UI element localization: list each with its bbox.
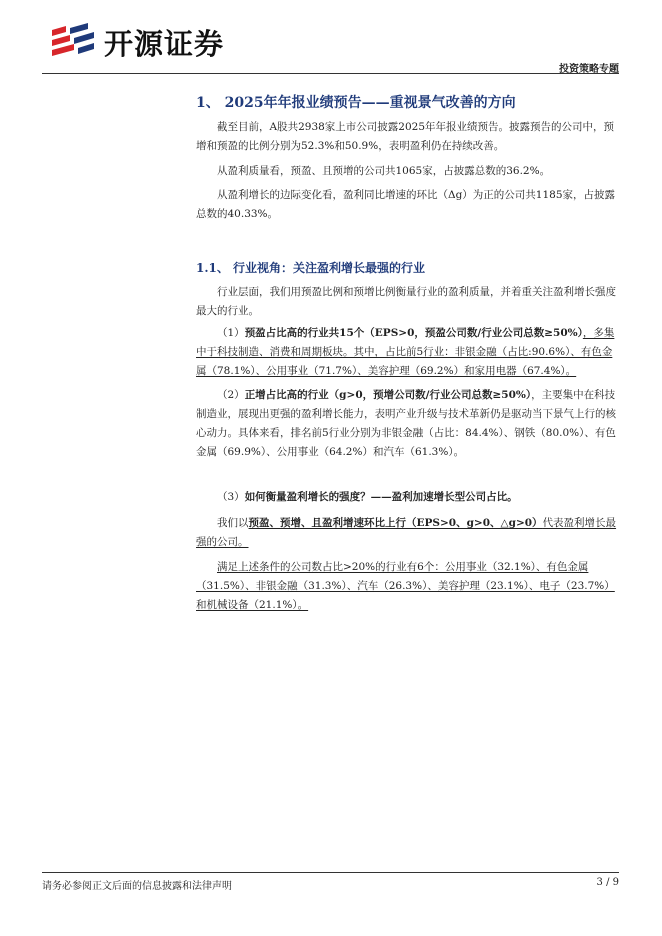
company-logo (48, 22, 224, 62)
item-1-heading: 预盈占比高的行业共15个（EPS>0，预盈公司数/行业公司总数≥50%） (244, 327, 583, 339)
logo-mark-icon (48, 22, 98, 62)
footer-disclaimer: 请务必参阅正文后面的信息披露和法律声明 (42, 881, 232, 892)
definition-criteria: 预盈、预增、且盈利增速环比上行（EPS>0、g>0、△g>0） (248, 517, 543, 529)
item-2-body: ，主要集中在科技制造业，展现出更强的盈利增长能力，表明产业升级与技术革新仍是驱动当下景气上行的核心动力。具体来看，排名前5行业分别为非银金融（占比：84.4%）、钢铁（80.0%）、有色金属（69.9%）、公用事业（64.2%）和汽车（61.3%）。 (196, 389, 616, 458)
definition-suffix: 代表盈利增长最强的公司。 (196, 517, 617, 548)
item-3-marker: （3） (217, 491, 245, 503)
section-1-paragraph-3: 从盈利增长的边际变化看，盈利同比增速的环比（Δg）为正的公司共1185家，占披露总数的40.33%。 (196, 189, 616, 220)
footer-divider (42, 872, 619, 873)
page-number: 3 / 9 (596, 877, 619, 888)
section-1-title: 1、 2025年年报业绩预告——重视景气改善的方向 (196, 95, 516, 111)
section-1-1-title: 1.1、 行业视角：关注盈利增长最强的行业 (196, 261, 426, 275)
item-1-body: ，多集中于科技制造、消费和周期板块。其中，占比前5行业：非银金融（占比:90.6%）、有色金属（78.1%）、公用事业（71.7%）、美容护理（69.2%）和家用电器（67.4%）。 (196, 327, 615, 377)
header-divider (42, 73, 619, 74)
section-1-1-paragraph-3 (196, 386, 620, 462)
definition-prefix: 我们以 (217, 517, 249, 529)
section-1-1-paragraph-6 (196, 558, 620, 615)
section-1-1-paragraph-5 (196, 514, 620, 552)
section-1-1-paragraph-1: 行业层面，我们用预盈比例和预增比例衡量行业的盈利质量，并着重关注盈利增长强度最大的行业。 (196, 286, 616, 317)
item-2-marker: （2） (217, 389, 245, 401)
company-name: 开源证券 (104, 26, 225, 61)
item-3-heading: 如何衡量盈利增长的强度？——盈利加速增长型公司占比。 (244, 491, 518, 503)
item-2-heading: 正增占比高的行业（g>0，预增公司数/行业公司总数≥50%） (244, 389, 532, 401)
section-1-paragraph-2: 从盈利质量看，预盈、且预增的公司共1065家，占披露总数的36.2%。 (217, 165, 551, 177)
item-1-marker: （1） (217, 327, 245, 339)
report-type-tag: 投资策略专题 (559, 64, 619, 75)
section-1-1-paragraph-2 (196, 324, 620, 381)
section-1-paragraph-1: 截至目前，A股共2938家上市公司披露2025年年报业绩预告。披露预告的公司中，预增和预盈的比例分别为52.3%和50.9%，表明盈利仍在持续改善。 (196, 121, 615, 152)
section-1-1-paragraph-4 (196, 488, 620, 507)
qualified-industries-text: 满足上述条件的公司数占比>20%的行业有6个：公用事业（32.1%）、有色金属（31.5%）、非银金融（31.3%）、汽车（26.3%）、美容护理（23.1%）、电子（23.7%）和机械设备（21.1%）。 (196, 561, 615, 611)
